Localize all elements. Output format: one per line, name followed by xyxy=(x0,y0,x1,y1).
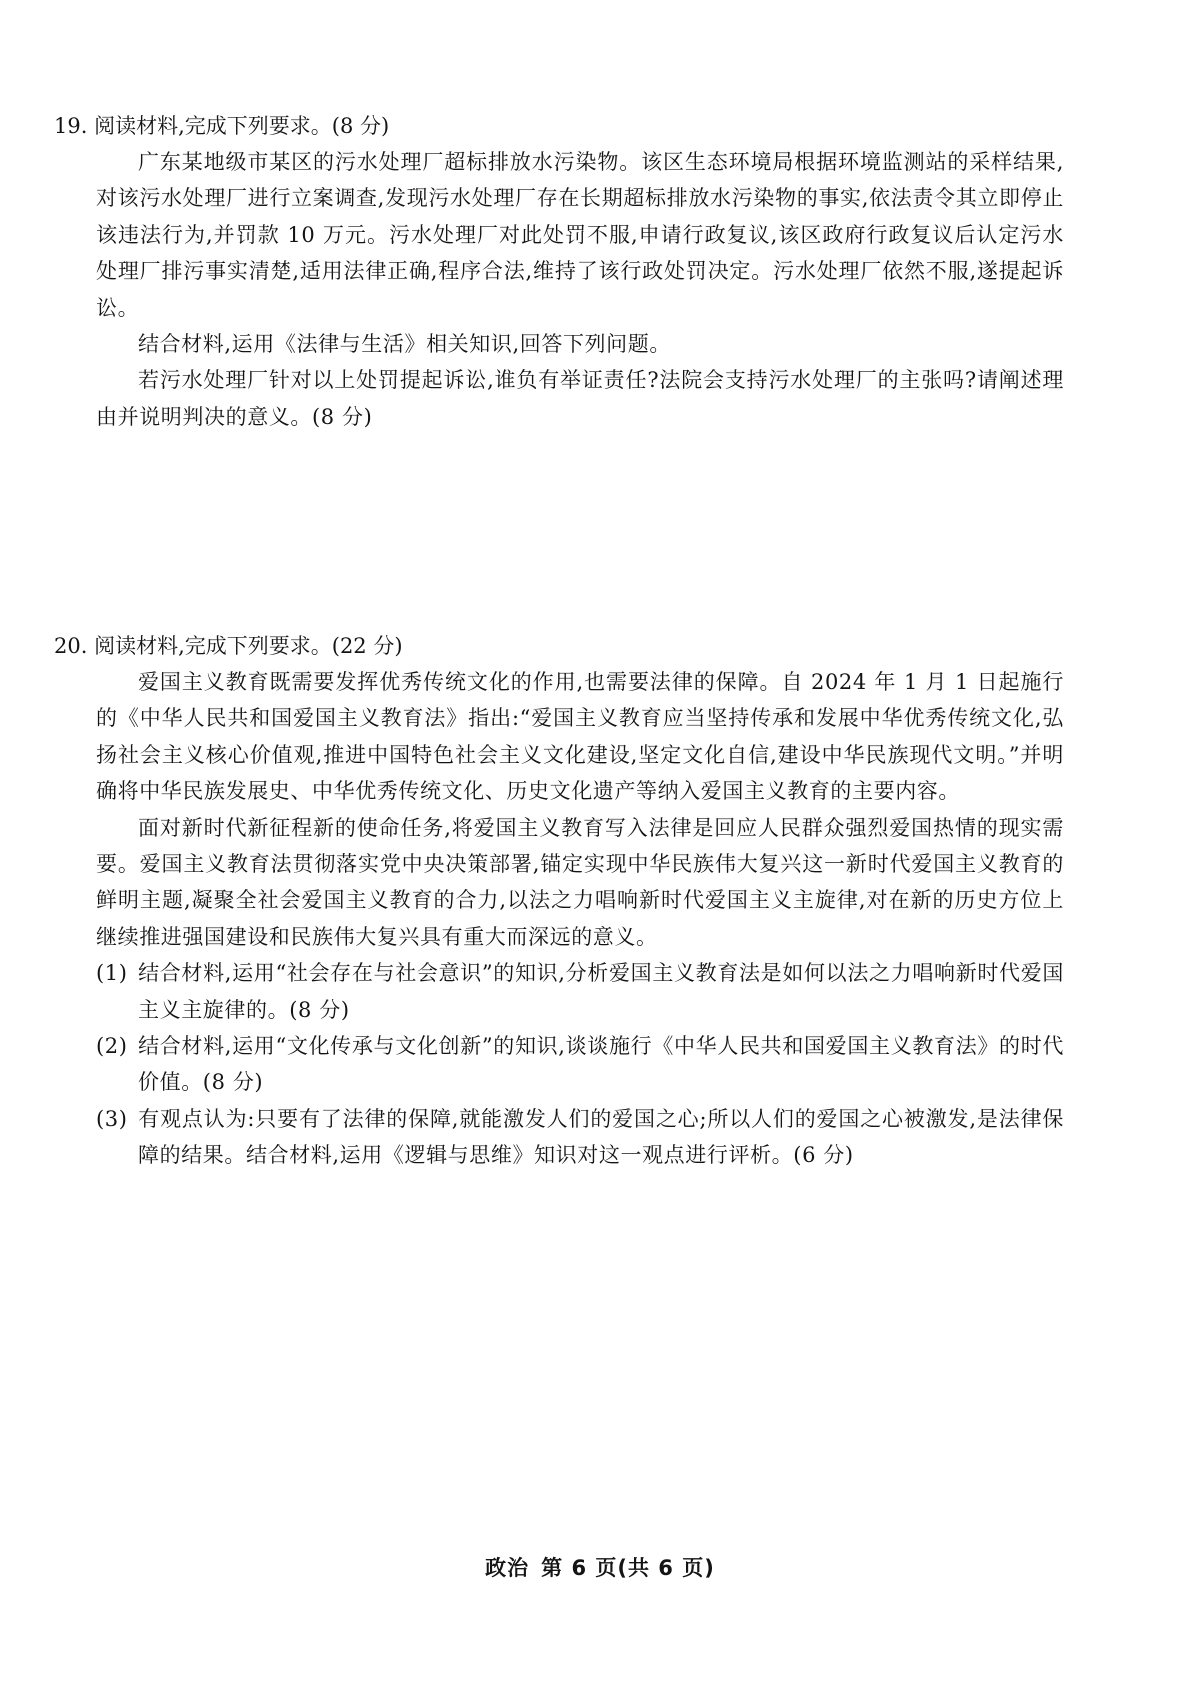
question-19-prompt: 若污水处理厂针对以上处罚提起诉讼,谁负有举证责任?法院会支持污水处理厂的主张吗?请阐述理由并说明判决的意义。(8 分) xyxy=(96,368,1064,429)
page-footer xyxy=(0,1552,1200,1582)
sub-question-number: (1) xyxy=(96,961,128,986)
footer-page-number: 第 6 页(共 6 页) xyxy=(541,1556,715,1580)
sub-question-3 xyxy=(54,1101,1064,1174)
question-19 xyxy=(54,110,1064,435)
question-19-material: 广东某地级市某区的污水处理厂超标排放水污染物。该区生态环境局根据环境监测站的采样结果,对该污水处理厂进行立案调查,发现污水处理厂存在长期超标排放水污染物的事实,依法责令其立即停止该违法行为,并罚款 10 万元。污水处理厂对此处罚不服,申请行政复议,该区政府行政复议后认定污水处理厂排污事实清楚,适用法律正确,程序合法,维持了该行政处罚决定。污水处理厂依然不服,遂提起诉讼。 xyxy=(96,150,1064,320)
sub-question-2 xyxy=(54,1028,1064,1101)
sub-question-text: 结合材料,运用“社会存在与社会意识”的知识,分析爱国主义教育法是如何以法之力唱响新时代爱国主义主旋律的。(8 分) xyxy=(138,961,1064,1022)
question-20-material-1: 爱国主义教育既需要发挥优秀传统文化的作用,也需要法律的保障。自 2024 年 1 月 1 日起施行的《中华人民共和国爱国主义教育法》指出:“爱国主义教育应当坚持传承和发展中华优秀传统文化,弘扬社会主义核心价值观,推进中国特色社会主义文化建设,坚定文化自信,建设中华民族现代文明。”并明确将中华民族发展史、中华优秀传统文化、历史文化遗产等纳入爱国主义教育的主要内容。 xyxy=(96,670,1064,804)
sub-question-number: (3) xyxy=(96,1106,128,1131)
sub-question-number: (2) xyxy=(96,1034,128,1059)
footer-subject: 政治 xyxy=(485,1556,530,1580)
question-19-heading: 19. 阅读材料,完成下列要求。(8 分) xyxy=(54,114,390,138)
question-20 xyxy=(54,630,1064,1174)
sub-question-text: 有观点认为:只要有了法律的保障,就能激发人们的爱国之心;所以人们的爱国之心被激发,是法律保障的结果。结合材料,运用《逻辑与思维》知识对这一观点进行评析。(6 分) xyxy=(138,1106,1064,1168)
question-19-instruction: 结合材料,运用《法律与生活》相关知识,回答下列问题。 xyxy=(138,332,671,357)
question-20-heading: 20. 阅读材料,完成下列要求。(22 分) xyxy=(54,634,403,658)
sub-question-text: 结合材料,运用“文化传承与文化创新”的知识,谈谈施行《中华人民共和国爱国主义教育法》的时代价值。(8 分) xyxy=(138,1034,1064,1095)
sub-question-1 xyxy=(54,955,1064,1028)
question-20-material-2: 面对新时代新征程新的使命任务,将爱国主义教育写入法律是回应人民群众强烈爱国热情的现实需要。爱国主义教育法贯彻落实党中央决策部署,锚定实现中华民族伟大复兴这一新时代爱国主义教育的鲜明主题,凝聚全社会爱国主义教育的合力,以法之力唱响新时代爱国主义主旋律,对在新的历史方位上继续推进强国建设和民族伟大复兴具有重大而深远的意义。 xyxy=(96,815,1064,949)
